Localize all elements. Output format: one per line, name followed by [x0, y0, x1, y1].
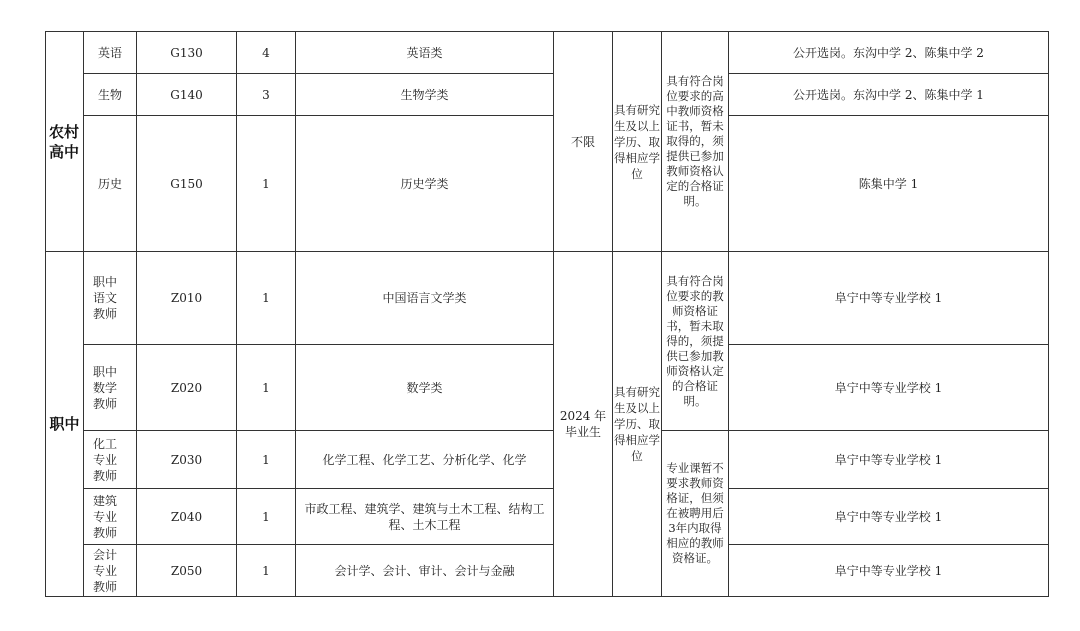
major-cell: 生物学类: [296, 74, 554, 116]
schools-cell: 阜宁中等专业学校 1: [729, 252, 1049, 345]
subject-cell: 建筑专业教师: [84, 489, 137, 545]
schools-cell: 阜宁中等专业学校 1: [729, 489, 1049, 545]
certificate-cell: 具有符合岗位要求的高中教师资格证书，暂未取得的，须提供已参加教师资格认定的合格证明。: [662, 32, 729, 252]
scope-cell: 不限: [554, 32, 613, 252]
subject-cell: 历史: [84, 116, 137, 252]
subject-cell: 会计专业教师: [84, 545, 137, 597]
count-cell: 1: [237, 345, 296, 431]
schools-cell: 阜宁中等专业学校 1: [729, 545, 1049, 597]
major-cell: 中国语言文学类: [296, 252, 554, 345]
schools-cell: 阜宁中等专业学校 1: [729, 431, 1049, 489]
education-cell: 具有研究生及以上学历、取得相应学位: [613, 32, 662, 252]
code-cell: Z040: [137, 489, 237, 545]
table-row: [46, 252, 1049, 345]
major-cell: 历史学类: [296, 116, 554, 252]
code-cell: Z030: [137, 431, 237, 489]
count-cell: 1: [237, 431, 296, 489]
code-cell: Z010: [137, 252, 237, 345]
recruitment-table-container: [45, 31, 1049, 597]
major-cell: 市政工程、建筑学、建筑与土木工程、结构工程、土木工程: [296, 489, 554, 545]
code-cell: G130: [137, 32, 237, 74]
code-cell: Z050: [137, 545, 237, 597]
major-cell: 会计学、会计、审计、会计与金融: [296, 545, 554, 597]
count-cell: 1: [237, 545, 296, 597]
subject-cell: 职中语文教师: [84, 252, 137, 345]
code-cell: Z020: [137, 345, 237, 431]
major-cell: 化学工程、化学工艺、分析化学、化学: [296, 431, 554, 489]
code-cell: G150: [137, 116, 237, 252]
schools-cell: 公开选岗。东沟中学 2、陈集中学 1: [729, 74, 1049, 116]
table-row: [46, 489, 1049, 545]
subject-cell: 化工专业教师: [84, 431, 137, 489]
certificate-cell-professional: 专业课暂不要求教师资格证，但须在被聘用后3年内取得相应的教师资格证。: [662, 431, 729, 597]
count-cell: 3: [237, 74, 296, 116]
count-cell: 4: [237, 32, 296, 74]
education-cell: 具有研究生及以上学历、取得相应学位: [613, 252, 662, 597]
table-row: [46, 545, 1049, 597]
major-cell: 英语类: [296, 32, 554, 74]
subject-cell: 英语: [84, 32, 137, 74]
recruitment-table: [45, 31, 1049, 597]
table-row: [46, 74, 1049, 116]
schools-cell: 公开选岗。东沟中学 2、陈集中学 2: [729, 32, 1049, 74]
schools-cell: 阜宁中等专业学校 1: [729, 345, 1049, 431]
table-row: [46, 345, 1049, 431]
schools-cell: 陈集中学 1: [729, 116, 1049, 252]
table-row: [46, 32, 1049, 74]
category-cell-rural: 农村高中: [46, 32, 84, 252]
table-row: [46, 116, 1049, 252]
count-cell: 1: [237, 116, 296, 252]
major-cell: 数学类: [296, 345, 554, 431]
code-cell: G140: [137, 74, 237, 116]
category-cell-vocational: 职中: [46, 252, 84, 597]
count-cell: 1: [237, 489, 296, 545]
table-row: [46, 431, 1049, 489]
subject-cell: 生物: [84, 74, 137, 116]
subject-cell: 职中数学教师: [84, 345, 137, 431]
scope-cell: 2024 年毕业生: [554, 252, 613, 597]
count-cell: 1: [237, 252, 296, 345]
certificate-cell-general: 具有符合岗位要求的教师资格证书，暂未取得的，须提供已参加教师资格认定的合格证明。: [662, 252, 729, 431]
